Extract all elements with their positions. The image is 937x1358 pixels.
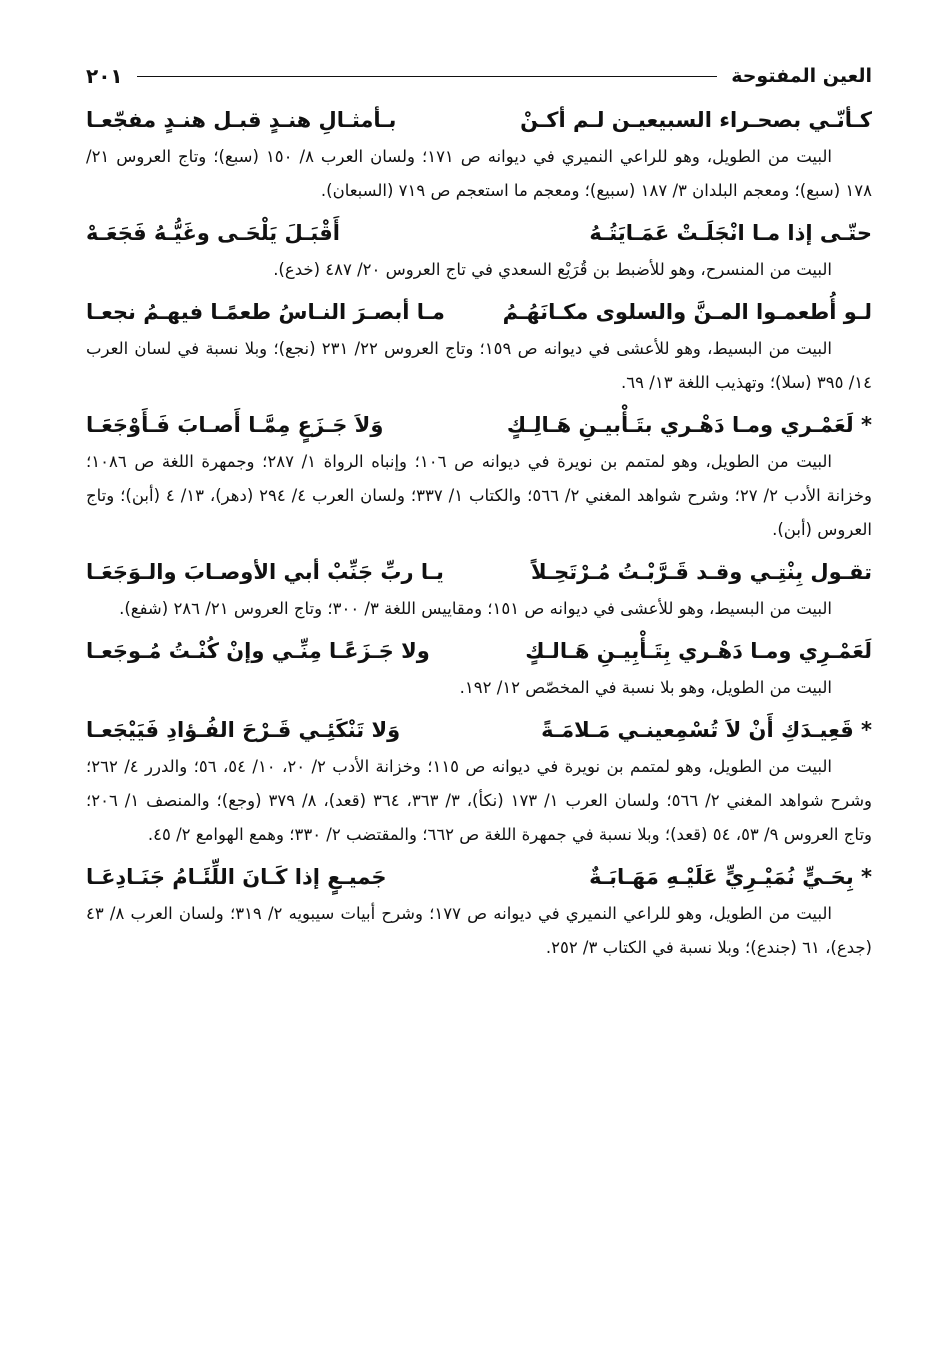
header-rule bbox=[137, 76, 718, 77]
verse-line bbox=[86, 857, 872, 897]
verse-entry-4 bbox=[86, 405, 872, 547]
verse-entry-6 bbox=[86, 631, 872, 705]
verse-line bbox=[86, 405, 872, 445]
second-hemistich: أَقْبَـلَ يَلْحَـى وغَيُّـهُ فَجَعَـهْ bbox=[86, 221, 340, 245]
second-hemistich: وَلاَ جَـزَعٍ مِمَّـا أَصـابَ فَـأَوْجَعَـا bbox=[86, 413, 384, 437]
second-hemistich: وَلا تَنْكَئِـي قَـرْحَ الفُـؤادِ فَيَيْجَعـا bbox=[86, 718, 401, 742]
header-title: العين المفتوحة bbox=[731, 65, 872, 87]
verse-note: البيت من المنسرح، وهو للأضبط بن قُرَيْع السعدي في تاج العروس ٢٠/ ٤٨٧ (خدع). bbox=[273, 260, 832, 279]
first-hemistich: * قَعِيـدَكِ أَنْ لاَ تُسْمِعينـي مَـلامَـةً bbox=[541, 718, 872, 742]
verse-entry-2 bbox=[86, 213, 872, 287]
verse-line bbox=[86, 213, 872, 253]
verse-line bbox=[86, 710, 872, 750]
first-hemistich: لـو أُطعمـوا المـنَّ والسلوى مكـانَهُـمُ bbox=[502, 300, 872, 324]
second-hemistich: جَميـعٍ إذا كَـانَ اللِّئَـامُ جَنَـادِعَـا bbox=[86, 865, 387, 889]
second-hemistich: يـا ربِّ جَنِّبْ أبي الأوصـابَ والـوَجَعَـا bbox=[86, 560, 444, 584]
verse-entry-1 bbox=[86, 100, 872, 208]
verse-entry-7 bbox=[86, 710, 872, 852]
verse-note: البيت من الطويل، وهو للراعي النميري في ديوانه ص ١٧١؛ ولسان العرب ٨/ ١٥٠ (سبع)؛ وتاج العروس ٢١/ ١٧٨ (سبع)؛ ومعجم البلدان ٣/ ١٨٧ (سبيع)؛ ومعجم ما استعجم ص ٧١٩ (السبعان). bbox=[86, 147, 872, 200]
verse-note: البيت من البسيط، وهو للأعشى في ديوانه ص ١٥١؛ ومقاييس اللغة ٣/ ٣٠٠؛ وتاج العروس ٢١/ ٢٨٦ (شفع). bbox=[119, 599, 832, 618]
first-hemistich: * بِحَـيٍّ نُمَيْـرِيٍّ عَلَيْـهِ مَهَـابَـةٌ bbox=[589, 865, 872, 889]
verse-line bbox=[86, 552, 872, 592]
verse-note: البيت من الطويل، وهو لمتمم بن نويرة في ديوانه ص ١٠٦؛ وإنباه الرواة ١/ ٢٨٧؛ وجمهرة اللغة ص ١٠٨٦؛ وخزانة الأدب ٢/ ٢٧؛ وشرح شواهد المغني ٢/ ٥٦٦؛ والكتاب ١/ ٣٣٧؛ ولسان العرب ٤/ ٢٩٤ (دهر)، ١٣/ ٤ (أبن)؛ وتاج العروس (أبن). bbox=[86, 452, 872, 539]
page-number: ٢٠١ bbox=[86, 64, 123, 88]
verse-note: البيت من الطويل، وهو لمتمم بن نويرة في ديوانه ص ١١٥؛ وخزانة الأدب ٢/ ٢٠، ١٠/ ٥٤، ٥٦؛ والدرر ٤/ ٢٦٢؛ وشرح شواهد المغني ٢/ ٥٦٦؛ ولسان العرب ١/ ١٧٣ (نكأ)، ٣/ ٣٦٣، ٣٦٤ (قعد)، ٨/ ٣٧٩ (وجع)؛ والمنصف ١/ ٢٠٦؛ وتاج العروس ٩/ ٥٣، ٥٤ (قعد)؛ وبلا نسبة في جمهرة اللغة ص ٦٦٢؛ والمقتضب ٢/ ٣٣٠؛ وهمع الهوامع ٢/ ٤٥. bbox=[86, 757, 872, 844]
verse-entry-5 bbox=[86, 552, 872, 626]
verse-note: البيت من الطويل، وهو للراعي النميري في ديوانه ص ١٧٧؛ وشرح أبيات سيبويه ٢/ ٣١٩؛ ولسان العرب ٨/ ٤٣ (جدع)، ٦١ (جندع)؛ وبلا نسبة في الكتاب ٣/ ٢٥٢. bbox=[86, 904, 872, 957]
second-hemistich: ولا جَـزَعًـا مِنِّـي وإنْ كُنْـتُ مُـوجَعـا bbox=[86, 639, 430, 663]
first-hemistich: حتّـى إذا مـا انْجَلَـتْ عَمَـايَتُـهُ bbox=[589, 221, 872, 245]
first-hemistich: لَعَمْـرِي ومـا دَهْـري بِتَـأْبِيـنِ هَـالـكٍ bbox=[525, 639, 872, 663]
first-hemistich: * لَعَمْـري ومـا دَهْـري بتَـأْبيـنِ هَـالِـكٍ bbox=[506, 413, 872, 437]
verse-line bbox=[86, 631, 872, 671]
verse-line bbox=[86, 100, 872, 140]
second-hemistich: مـا أبصـرَ النـاسُ طعمًـا فيهـمُ نجعـا bbox=[86, 300, 445, 324]
first-hemistich: تقـول بِنْتِـي وقـد قَـرَّبْـتُ مُـرْتَحِـلاً bbox=[530, 560, 872, 584]
book-page bbox=[86, 58, 872, 1338]
running-header bbox=[86, 58, 872, 94]
verse-line bbox=[86, 292, 872, 332]
verse-note: البيت من الطويل، وهو بلا نسبة في المخصّص ١٢/ ١٩٢. bbox=[459, 678, 832, 697]
first-hemistich: كـأنّـي بصحـراء السبيعيـن لـم أكـنْ bbox=[520, 108, 872, 132]
second-hemistich: بـأمثـالِ هنـدٍ قبـل هنـدٍ مفجّعـا bbox=[86, 108, 397, 132]
verse-entry-3 bbox=[86, 292, 872, 400]
verse-note: البيت من البسيط، وهو للأعشى في ديوانه ص ١٥٩؛ وتاج العروس ٢٢/ ٢٣١ (نجع)؛ وبلا نسبة في لسان العرب ١٤/ ٣٩٥ (سلا)؛ وتهذيب اللغة ١٣/ ٦٩. bbox=[86, 339, 872, 392]
verse-entry-8 bbox=[86, 857, 872, 965]
